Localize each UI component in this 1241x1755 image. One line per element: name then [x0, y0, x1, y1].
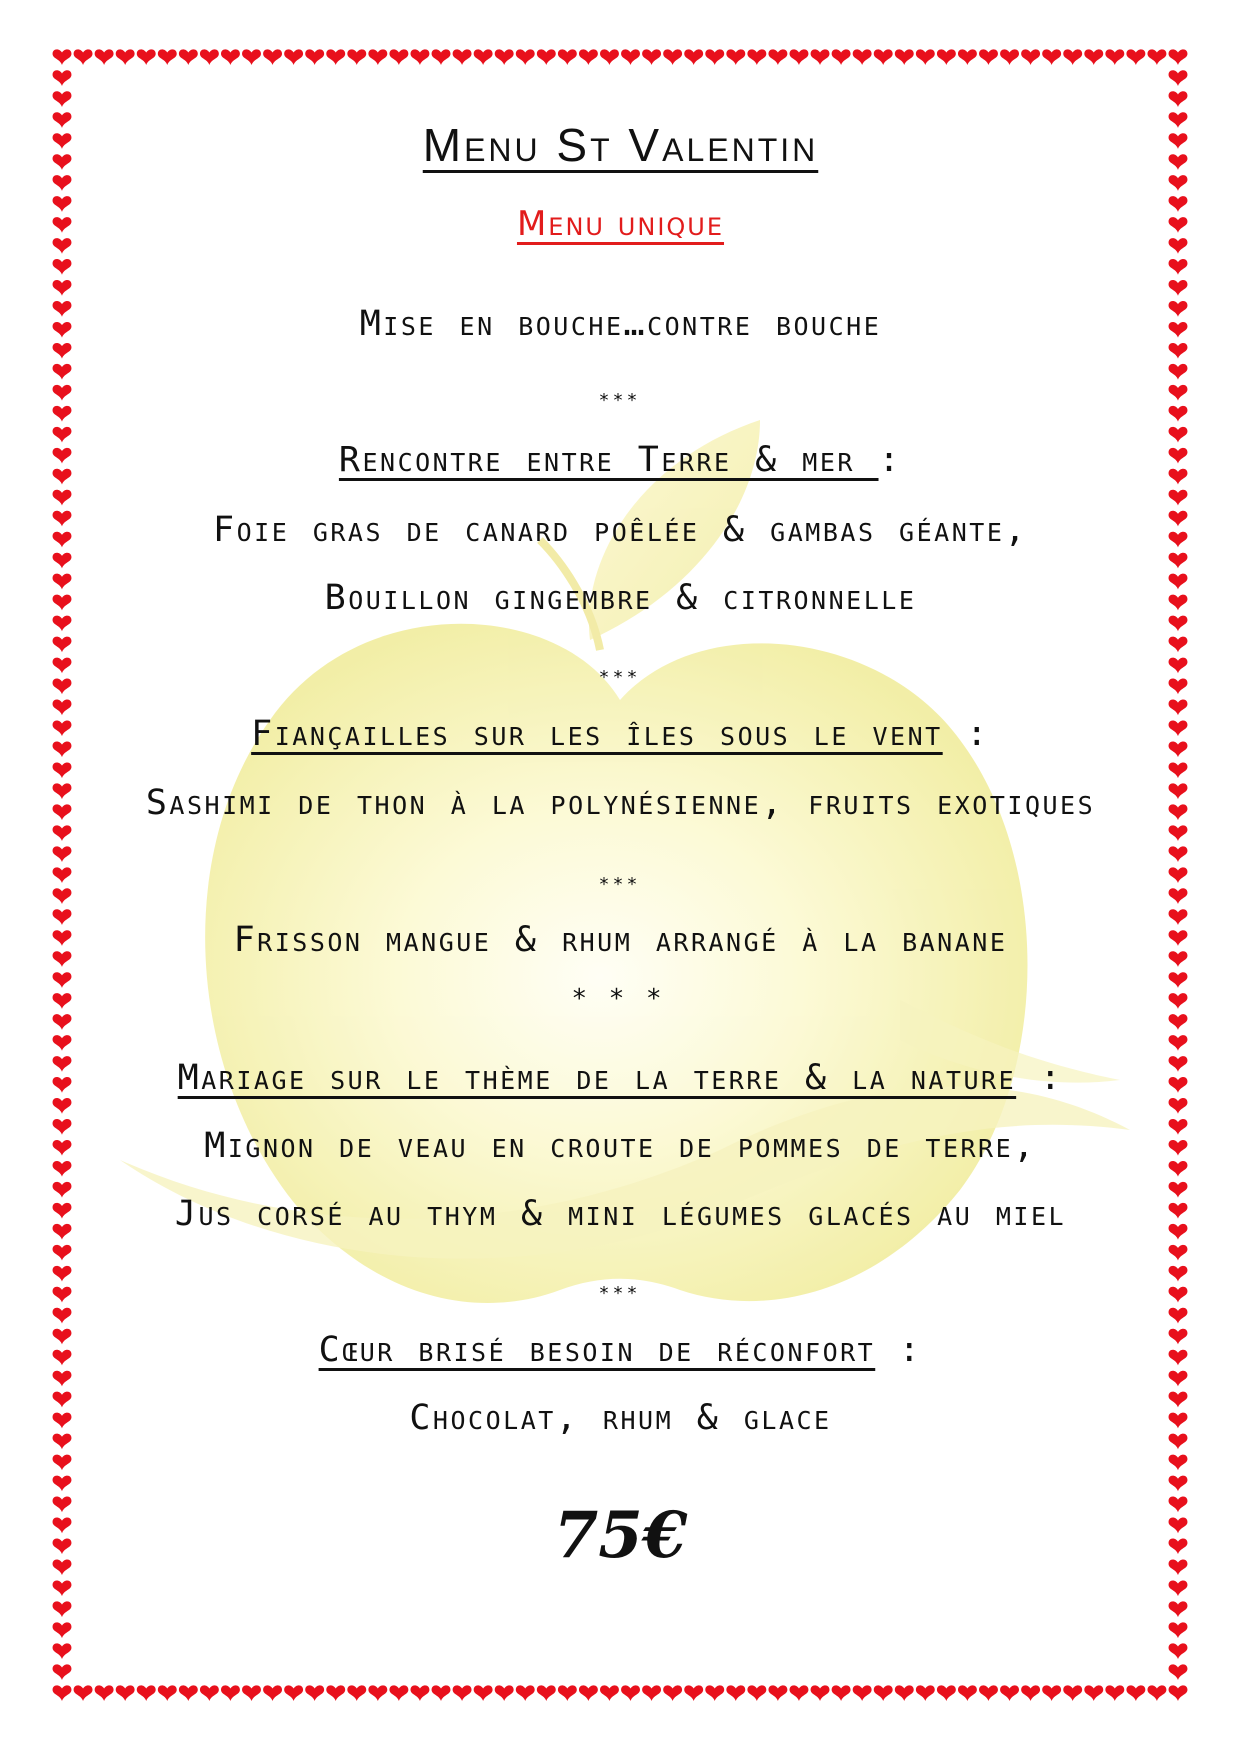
heart-icon	[53, 1413, 72, 1429]
heart-icon	[1169, 846, 1188, 862]
heart-icon	[1169, 1392, 1188, 1408]
heart-icon	[53, 1601, 72, 1617]
heart-icon	[1169, 469, 1188, 485]
course-1-line-1: Foie gras de canard poêlée & gambas géante,	[213, 510, 1028, 550]
course-4-line-1: Chocolat, rhum & glace	[409, 1398, 832, 1438]
heart-icon	[53, 1497, 72, 1513]
menu-content	[110, 0, 1131, 1755]
heart-icon	[53, 1559, 72, 1575]
heart-icon	[53, 1371, 72, 1387]
heart-icon	[53, 972, 72, 988]
heart-icon	[53, 343, 72, 359]
course-heading-4-colon: :	[875, 1330, 923, 1370]
course-heading-3	[110, 1058, 1131, 1098]
heart-icon	[1169, 993, 1188, 1009]
heart-icon	[1169, 930, 1188, 946]
heart-icon	[1169, 238, 1188, 254]
heart-icon	[53, 154, 72, 170]
heart-icon	[53, 112, 72, 128]
heart-icon	[53, 280, 72, 296]
heart-icon	[53, 888, 72, 904]
heart-icon	[1169, 301, 1188, 317]
heart-icon	[53, 574, 72, 590]
heart-icon	[1169, 909, 1188, 925]
heart-icon	[1169, 1350, 1188, 1366]
heart-icon	[1169, 1413, 1188, 1429]
heart-icon	[1169, 762, 1188, 778]
heart-icon	[53, 679, 72, 695]
heart-icon	[1169, 1559, 1188, 1575]
heart-icon	[1169, 1434, 1188, 1450]
heart-icon	[1169, 658, 1188, 674]
heart-icon	[1169, 259, 1188, 275]
heart-icon	[53, 1077, 72, 1093]
heart-icon	[1169, 1371, 1188, 1387]
heart-icon	[1147, 49, 1166, 65]
heart-icon	[74, 1685, 93, 1701]
heart-icon	[53, 532, 72, 548]
separator: ***	[599, 667, 642, 688]
heart-icon	[1169, 972, 1188, 988]
menu-subtitle: Menu unique	[516, 204, 725, 244]
heart-icon	[53, 804, 72, 820]
price: 75€	[553, 1498, 688, 1573]
heart-icon	[1169, 1224, 1188, 1240]
course-heading-2-text: Fiançailles sur les îles sous le vent	[251, 714, 943, 754]
heart-icon	[1169, 867, 1188, 883]
heart-icon	[53, 427, 72, 443]
heart-icon	[1169, 720, 1188, 736]
heart-icon	[53, 196, 72, 212]
heart-icon	[1169, 1119, 1188, 1135]
heart-icon	[1169, 154, 1188, 170]
heart-icon	[53, 238, 72, 254]
heart-icon	[1169, 1161, 1188, 1177]
course-heading-2-colon: :	[942, 714, 990, 754]
heart-icon	[1169, 364, 1188, 380]
heart-icon	[1147, 1685, 1166, 1701]
heart-icon	[1169, 700, 1188, 716]
heart-icon	[53, 511, 72, 527]
heart-icon	[1169, 1140, 1188, 1156]
heart-icon	[53, 1056, 72, 1072]
heart-icon	[1169, 1601, 1188, 1617]
heart-icon	[53, 259, 72, 275]
amuse-bouche: Mise en bouche…contre bouche	[359, 304, 882, 344]
heart-icon	[1169, 1622, 1188, 1638]
heart-icon	[53, 217, 72, 233]
separator: ***	[599, 390, 642, 411]
heart-icon	[1169, 490, 1188, 506]
heart-icon	[1169, 1518, 1188, 1534]
course-heading-3-text: Mariage sur le thème de la terre & la nature	[177, 1058, 1017, 1098]
heart-icon	[1169, 1329, 1188, 1345]
heart-icon	[53, 720, 72, 736]
heart-icon	[53, 1476, 72, 1492]
heart-icon	[1169, 511, 1188, 527]
heart-icon	[1169, 322, 1188, 338]
heart-icon	[53, 1664, 72, 1680]
heart-icon	[53, 70, 72, 86]
heart-icon	[53, 385, 72, 401]
course-heading-1-text: Rencontre entre Terre & mer	[338, 440, 879, 480]
heart-icon	[1169, 280, 1188, 296]
heart-icon	[53, 1518, 72, 1534]
heart-icon	[1169, 825, 1188, 841]
heart-icon	[53, 1224, 72, 1240]
heart-icon	[1169, 133, 1188, 149]
heart-icon	[53, 1392, 72, 1408]
heart-icon	[53, 1622, 72, 1638]
heart-icon	[1169, 427, 1188, 443]
heart-icon	[1169, 553, 1188, 569]
heart-icon	[53, 448, 72, 464]
heart-icon	[1169, 637, 1188, 653]
heart-icon	[53, 301, 72, 317]
heart-icon	[53, 1538, 72, 1554]
heart-icon	[53, 1685, 72, 1701]
heart-icon	[53, 1308, 72, 1324]
heart-icon	[1169, 679, 1188, 695]
heart-icon	[53, 490, 72, 506]
heart-icon	[1169, 804, 1188, 820]
course-heading-3-colon: :	[1016, 1058, 1064, 1098]
heart-icon	[1169, 1182, 1188, 1198]
heart-icon	[53, 783, 72, 799]
heart-icon	[53, 1014, 72, 1030]
page-title: Menu St Valentin	[422, 119, 819, 171]
heart-icon	[1169, 1014, 1188, 1030]
heart-icon	[53, 658, 72, 674]
course-heading-1	[110, 440, 1131, 480]
heart-icon	[53, 637, 72, 653]
heart-icon	[1169, 1077, 1188, 1093]
heart-icon	[53, 909, 72, 925]
heart-icon	[1169, 741, 1188, 757]
course-1-line-2: Bouillon gingembre & citronnelle	[324, 578, 917, 618]
heart-icon	[1169, 1056, 1188, 1072]
interlude: Frisson mangue & rhum arrangé à la banane	[233, 920, 1008, 960]
course-heading-4	[110, 1330, 1131, 1370]
heart-icon	[53, 825, 72, 841]
heart-icon	[1169, 1685, 1188, 1701]
heart-icon	[53, 1161, 72, 1177]
heart-icon	[53, 1350, 72, 1366]
heart-icon	[53, 133, 72, 149]
heart-icon	[1169, 1580, 1188, 1596]
separator: ***	[599, 1283, 642, 1304]
heart-icon	[53, 846, 72, 862]
heart-icon	[53, 553, 72, 569]
heart-icon	[1169, 951, 1188, 967]
heart-icon	[53, 1098, 72, 1114]
heart-icon	[53, 1140, 72, 1156]
heart-icon	[53, 700, 72, 716]
heart-icon	[1169, 175, 1188, 191]
heart-icon	[53, 1035, 72, 1051]
course-heading-2	[110, 714, 1131, 754]
heart-icon	[53, 1203, 72, 1219]
heart-icon	[53, 1643, 72, 1659]
heart-icon	[53, 364, 72, 380]
heart-icon	[53, 91, 72, 107]
heart-icon	[53, 1182, 72, 1198]
heart-icon	[1169, 1266, 1188, 1282]
heart-icon	[53, 469, 72, 485]
separator-large: * * *	[572, 984, 669, 1014]
heart-icon	[53, 1455, 72, 1471]
heart-icon	[53, 1245, 72, 1261]
heart-icon	[1169, 616, 1188, 632]
heart-icon	[1169, 1538, 1188, 1554]
heart-icon	[1169, 406, 1188, 422]
heart-icon	[53, 1329, 72, 1345]
heart-icon	[53, 406, 72, 422]
heart-icon	[53, 741, 72, 757]
heart-icon	[1169, 574, 1188, 590]
heart-icon	[1169, 1287, 1188, 1303]
heart-icon	[53, 951, 72, 967]
heart-icon	[1169, 385, 1188, 401]
heart-icon	[53, 175, 72, 191]
heart-icon	[1169, 1643, 1188, 1659]
heart-icon	[1169, 343, 1188, 359]
heart-icon	[1169, 1455, 1188, 1471]
heart-icon	[1169, 70, 1188, 86]
heart-icon	[53, 322, 72, 338]
course-2-line-1: Sashimi de thon à la polynésienne, fruits exotiques	[145, 783, 1096, 823]
heart-icon	[53, 993, 72, 1009]
heart-icon	[53, 595, 72, 611]
heart-icon	[53, 49, 72, 65]
heart-icon	[53, 1287, 72, 1303]
heart-icon	[1169, 1476, 1188, 1492]
heart-icon	[1169, 217, 1188, 233]
heart-icon	[1169, 783, 1188, 799]
heart-icon	[53, 1266, 72, 1282]
heart-icon	[1169, 532, 1188, 548]
course-3-line-1: Mignon de veau en croute de pommes de terre,	[204, 1126, 1037, 1166]
heart-icon	[53, 867, 72, 883]
heart-icon	[1169, 1098, 1188, 1114]
heart-icon	[1169, 888, 1188, 904]
heart-icon	[53, 930, 72, 946]
course-heading-1-colon: :	[878, 440, 903, 480]
heart-icon	[1169, 112, 1188, 128]
heart-icon	[1169, 196, 1188, 212]
heart-icon	[53, 616, 72, 632]
heart-icon	[1169, 1245, 1188, 1261]
heart-icon	[1169, 448, 1188, 464]
heart-icon	[1169, 1308, 1188, 1324]
heart-icon	[1169, 1035, 1188, 1051]
course-heading-4-text: Cœur brisé besoin de réconfort	[318, 1330, 876, 1370]
separator: ***	[599, 874, 642, 895]
heart-icon	[1169, 1203, 1188, 1219]
heart-icon	[53, 1119, 72, 1135]
heart-icon	[1169, 1497, 1188, 1513]
heart-icon	[53, 1434, 72, 1450]
heart-icon	[1169, 91, 1188, 107]
heart-icon	[74, 49, 93, 65]
course-3-line-2: Jus corsé au thym & mini légumes glacés au miel	[174, 1194, 1067, 1234]
heart-icon	[1169, 595, 1188, 611]
heart-icon	[53, 762, 72, 778]
heart-icon	[1169, 49, 1188, 65]
heart-icon	[53, 1580, 72, 1596]
heart-icon	[1169, 1664, 1188, 1680]
